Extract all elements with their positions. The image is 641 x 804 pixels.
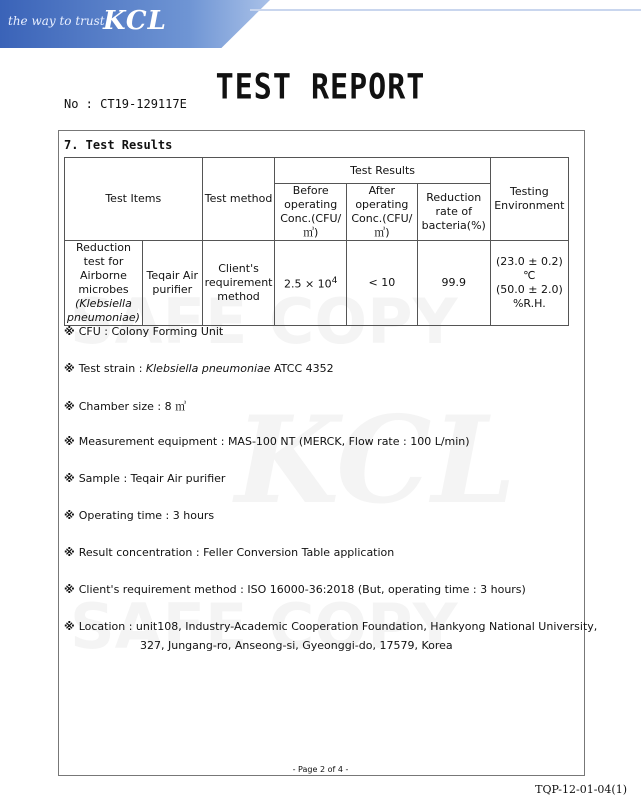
banner-line [250,9,641,11]
note-method: ※ Client's requirement method : ISO 16000-36:2018 (But, operating time : 3 hours) [64,583,526,596]
note-equipment: ※ Measurement equipment : MAS-100 NT (MERCK, Flow rate : 100 L/min) [64,435,470,448]
note-operating: ※ Operating time : 3 hours [64,509,215,522]
note-sample: ※ Sample : Teqair Air purifier [64,472,226,485]
header-test-items: Test Items [65,158,203,241]
header-test-results: Test Results [275,158,490,184]
header-test-method: Test method [202,158,275,241]
env-temperature: (23.0 ± 0.2) ℃ [495,255,563,282]
page-title: TEST REPORT [215,67,426,108]
before-exponent: 4 [331,275,338,287]
header-banner [0,0,641,48]
report-number: No : CT19-129117E [64,97,187,111]
slogan: the way to trust [8,14,105,28]
section-title: 7. Test Results [64,138,173,152]
env-humidity: (50.0 ± 2.0) %R.H. [495,283,563,310]
cell-test-item [65,241,143,326]
note-concentration: ※ Result concentration : Feller Conversion Table application [64,546,395,559]
note-chamber: ※ Chamber size : 8 ㎥ [64,400,187,413]
results-table [64,157,569,326]
note-cfu: ※ CFU : Colony Forming Unit [64,325,224,338]
cell-after: < 10 [346,241,417,326]
header-after: After operating Conc.(CFU/㎥) [346,184,417,241]
header-reduction: Reduction rate of bacteria(%) [417,184,490,241]
note-location: ※ Location : unit108, Industry-Academic Cooperation Foundation, Hankyong National University, [64,620,598,633]
note-location-line2: 327, Jungang-ro, Anseong-si, Gyeonggi-do, 17579, Korea [140,639,453,652]
cell-product: Teqair Air purifier [142,241,202,326]
cell-reduction: 99.9 [417,241,490,326]
cell-environment [490,241,568,326]
kcl-logo: KCL [103,6,167,36]
cell-method: Client's requirement method [202,241,275,326]
header-before: Before operating Conc.(CFU/㎥) [275,184,346,241]
page-number: - Page 2 of 4 - [292,765,349,774]
test-item-label: Reduction test for Airborne microbes [75,241,131,296]
cell-before [275,241,346,326]
header-testing-env: Testing Environment [490,158,568,241]
note-strain: ※ Test strain : Klebsiella pneumoniae ATCC 4352 [64,362,334,375]
test-item-species: (Klebsiella pneumoniae) [67,297,140,324]
form-code: TQP-12-01-04(1) [535,783,627,796]
before-value: 2.5 × 10 [283,277,332,291]
